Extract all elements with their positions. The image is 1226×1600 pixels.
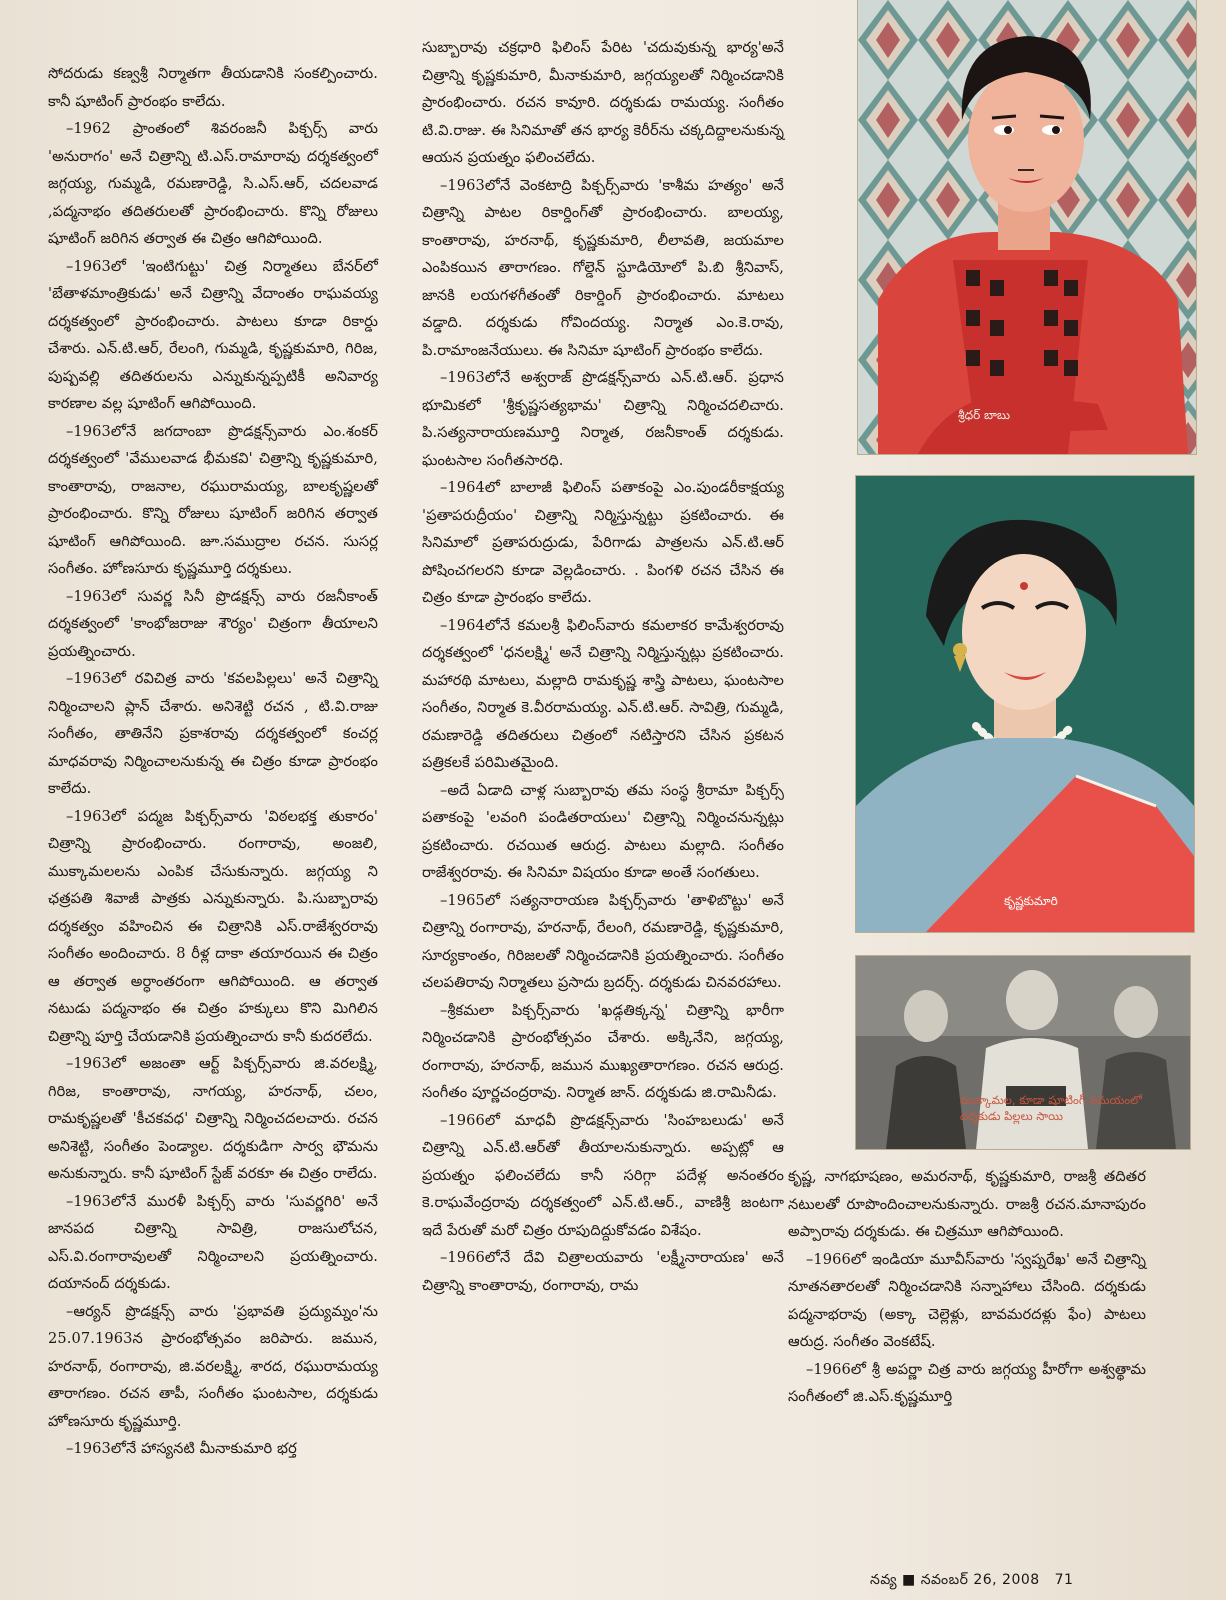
paragraph: –1964లోనే కమలశ్రీ ఫిలింస్‌వారు కమలాకర కామేశ్వరరావు దర్శకత్వంలో 'ధనలక్ష్మి' అనే చిత్రాన్ని నిర్మిస్తున్నట్లు ప్రకటించారు. మహారథి మాటలు, మల్లాది రామకృష్ణ శాస్త్రి పాటలు, ఘంటసాల సంగీతం, నిర్మాత కె.వీరరామయ్య. ఎన్.టి.ఆర్. సావిత్రి, గుమ్మడి, రమణారెడ్డి తదితరులు చిత్రంలో నటిస్తారని చేసిన ప్రకటన పత్రికలకే పరిమితమైంది. — [422, 616, 784, 771]
film-still-photo — [856, 956, 1190, 1149]
paragraph: –1964లో బాలాజీ ఫిలింస్ పతాకంపై ఎం.పుండరీకాక్షయ్య 'ప్రతాపరుద్రీయం' చిత్రాన్ని నిర్మిస్తున్నట్టు ప్రకటించారు. ఈ సినిమాలో ప్రతాపరుద్రుడు, పేరిగాడు పాత్రలను ఎన్.టి.ఆర్ పోషించగలరని కూడా వెల్లడించారు. . పింగళి రచన చేసిన ఈ చిత్రం కూడా ప్రారంభం కాలేదు. — [422, 479, 784, 606]
paragraph: –1963లోనే అశ్వరాజ్ ప్రొడక్షన్స్‌వారు ఎన్.టి.ఆర్. ప్రధాన భూమికలో 'శ్రీకృష్ణసత్యభామ' చిత్రాన్ని నిర్మించదలిచారు. పి.సత్యనారాయణమూర్తి నిర్మాత, రజనీకాంత్ దర్శకుడు. ఘంటసాల సంగీతసారధి. — [422, 369, 784, 469]
paragraph: –అదే ఏడాది చాళ్ల సుబ్బారావు తమ సంస్థ శ్రీరామా పిక్చర్స్ పతాకంపై 'లవంగి పండితరాయలు' చిత్రాన్ని నిర్మించనున్నట్లు ప్రకటించారు. రచయిత ఆరుద్ర. పాటలు మల్లాది. సంగీతం రాజేశ్వరరావు. ఈ సినిమా విషయం కూడా అంతే సంగతులు. — [422, 781, 784, 881]
issue-date: నవంబర్ 26, 2008 — [920, 1572, 1040, 1588]
paragraph: –1963లో రవిచిత్ర వారు 'కవలపిల్లలు' అనే చిత్రాన్ని నిర్మించాలని ప్లాన్ చేశారు. అనిశెట్టి రచన , టి.వి.రాజు సంగీతం, తాతినేని ప్రకాశరావు దర్శకత్వంలో కంచర్ల మాధవరావు నిర్మించాలనుకున్న ఈ చిత్రం కూడా ప్రారంభం కాలేదు. — [48, 670, 378, 797]
paragraph: –1962 ప్రాంతంలో శివరంజనీ పిక్చర్స్ వారు 'అనురాగం' అనే చిత్రాన్ని టి.ఎస్.రామారావు దర్శకత్వంలో జగ్గయ్య, గుమ్మడి, రమణారెడ్డి, సి.ఎస్.ఆర్, చదలవాడ ,పద్మనాభం తదితరులతో ప్రారంభించారు. కొన్ని రోజులు షూటింగ్ జరిగిన తర్వాత ఈ చిత్రం ఆగిపోయింది. — [48, 120, 378, 247]
footer-bullet: ■ — [902, 1572, 916, 1588]
paragraph: –1963లో 'ఇంటిగుట్టు' చిత్ర నిర్మాతలు బేనర్‌లో 'బేతాళమాంత్రికుడు' అనే చిత్రాన్ని వేదాంతం రాఘవయ్య దర్శకత్వంలో ప్రారంభించారు. పాటలు కూడా రికార్డు చేశారు. ఎన్.టి.ఆర్, రేలంగి, గుమ్మడి, కృష్ణకుమారి, గిరిజ, పుష్పవల్లి తదితరులను ఎన్నుకున్నప్పటికీ అనివార్య కారణాల వల్ల షూటింగ్ ఆగిపోయింది. — [48, 257, 378, 412]
paragraph: –1963లోనే జగదాంబా ప్రొడక్షన్స్‌వారు ఎం.శంకర్ దర్శకత్వంలో 'వేములవాడ భీమకవి' చిత్రాన్ని కృష్ణకుమారి, కాంతారావు, రాజనాల, రఘురామయ్య, బాలకృష్ణలతో ప్రారంభించారు. కొన్ని రోజులు షూటింగ్ జరిగిన తర్వాత షూటింగ్ ఆగిపోయింది. జూ.సముద్రాల రచన. సుసర్ల సంగీతం. హోణసూరు కృష్ణమూర్తి దర్శకులు. — [48, 422, 378, 577]
paragraph: –1965లో సత్యనారాయణ పిక్చర్స్‌వారు 'తాళిబొట్టు' అనే చిత్రాన్ని రంగారావు, హరనాథ్, రేలంగి, రమణారెడ్డి, కృష్ణకుమారి, సూర్యకాంతం, గిరిజలతో నిర్మించడానికి ప్రయత్నించారు. సంగీతం చలపతిరావు నిర్మాతలు ప్రసాదు బ్రదర్స్. దర్శకుడు చినవరహాలు. — [422, 891, 784, 991]
page-number: 71 — [1054, 1572, 1074, 1588]
paragraph: –1963లో అజంతా ఆర్ట్ పిక్చర్స్‌వారు జి.వరలక్ష్మి, గిరిజ, కాంతారావు, నాగయ్య, హరనాథ్, చలం, రామకృష్ణలతో 'కీచకవధ' చిత్రాన్ని నిర్మించదలచారు. రచన అనిశెట్టి, సంగీతం పెండ్యాల. దర్శకుడిగా సార్వ భౌమను అనుకున్నారు. కానీ షూటింగ్ స్టేజ్ వరకూ ఈ చిత్రం రాలేదు. — [48, 1055, 378, 1182]
paragraph: –శ్రీకమలా పిక్చర్స్‌వారు 'ఖడ్గతిక్కన్న' చిత్రాన్ని భారీగా నిర్మించడానికి ప్రారంభోత్సవం చేశారు. అక్కినేని, జగ్గయ్య, రంగారావు, హరనాథ్, జమున ముఖ్యతారాగణం. రచన ఆరుద్ర. సంగీతం పూర్ణచంద్రరావు. నిర్మాత జాన్. దర్శకుడు జి.రామినీడు. — [422, 1001, 784, 1101]
actor-portrait-photo — [858, 0, 1196, 454]
paragraph: –1966లో ఇండియా మూవీస్‌వారు 'స్వప్నరేఖ' అనే చిత్రాన్ని నూతనతారలతో నిర్మించడానికి సన్నాహాలు చేసింది. దర్శకుడు పద్మనాభరావు (అక్కా చెల్లెళ్లు, బావమరదళ్లు ఫేం) పాటలు ఆరుద్ర. సంగీతం వెంకటేష్. — [788, 1250, 1146, 1350]
article-column-3 — [788, 1163, 1146, 1411]
paragraph: –1966లో శ్రీ అపర్ణా చిత్ర వారు జగ్గయ్య హీరోగా అశ్వత్థామ సంగీతంలో జి.ఎస్.కృష్ణమూర్తి — [788, 1360, 1146, 1405]
paragraph: కృష్ణ, నాగభూషణం, అమరనాథ్, కృష్ణకుమారి, రాజశ్రీ తదితర నటులతో రూపొందించాలనుకున్నారు. రాజశ్రీ రచన.మానాపురం అప్పారావు దర్శకుడు. ఈ చిత్రమూ ఆగిపోయింది. — [788, 1168, 1146, 1240]
paragraph: –1963లోనే మురళీ పిక్చర్స్ వారు 'సువర్ణగిరి' అనే జానపద చిత్రాన్ని సావిత్రి, రాజసులోచన, ఎస్.వి.రంగారావులతో నిర్మించాలని ప్రయత్నించారు. దయానంద్ దర్శకుడు. — [48, 1192, 378, 1292]
paragraph: –1966లోనే దేవి చిత్రాలయవారు 'లక్ష్మీనారాయణ' అనే చిత్రాన్ని కాంతారావు, రంగారావు, రామ — [422, 1249, 784, 1294]
photo-caption: ముక్కామల, కూడా షూటింగ్ సమయంలో దర్శకుడు పిల్లలు సాయి — [960, 1093, 1142, 1123]
portrait-illustration — [858, 0, 1196, 454]
portrait-illustration — [856, 476, 1194, 932]
paragraph: –1963లో సువర్ణ సినీ ప్రొడక్షన్స్ వారు రజనీకాంత్ దర్శకత్వంలో 'కాంభోజరాజు శౌర్యం' చిత్రంగా తీయాలని ప్రయత్నించారు. — [48, 587, 378, 660]
actress-portrait-photo — [856, 476, 1194, 932]
paragraph: –ఆర్యన్ ప్రొడక్షన్స్ వారు 'ప్రభావతి ప్రద్యుమ్నం'ను 25.07.1963న ప్రారంభోత్సవం జరిపారు. జమున, హరనాథ్, రంగారావు, జి.వరలక్ష్మి, శారద, రఘురామయ్య తారాగణం. రచన తాపీ, సంగీతం ఘంటసాల, దర్శకుడు హోణసూరు కృష్ణమూర్తి. — [48, 1302, 378, 1430]
photo-signature: శ్రీధర్ బాబు — [958, 408, 1011, 422]
paragraph: –1963లో పద్మజ పిక్చర్స్‌వారు 'విఠలభక్త తుకారం' చిత్రాన్ని ప్రారంభించారు. రంగారావు, అంజలి, ముక్కామలలను ఎంపిక చేసుకున్నారు. జగ్గయ్య ని ఛత్రపతి శివాజీ పాత్రకు ఎన్నుకున్నారు. పి.సుబ్బారావు దర్శకత్వం వహించిన ఈ చిత్రానికి ఎస్.రాజేశ్వరరావు సంగీతం అందించారు. 8 రీళ్ల దాకా తయారయిన ఈ చిత్రం ఆ తర్వాత అర్ధాంతరంగా ఆగిపోయింది. ఆ తర్వాత నటుడు పద్మనాభం ఈ చిత్రం హక్కులు కొని మిగిలిన చిత్రాన్ని పూర్తి చేయడానికి ప్రయత్నించారు కానీ కుదరలేదు. — [48, 807, 378, 1045]
article-column-1 — [48, 60, 378, 1463]
magazine-name: నవ్య — [870, 1572, 898, 1588]
paragraph: –1966లో మాధవీ ప్రొడక్షన్స్‌వారు 'సింహబలుడు' అనే చిత్రాన్ని ఎన్.టి.ఆర్‌తో తీయాలనుకున్నారు. అప్పట్లో ఆ ప్రయత్నం ఫలించలేదు కానీ సరిగ్గా పదేళ్ల అనంతరం కె.రాఘవేంద్రరావు దర్శకత్వంలో ఎన్.టి.ఆర్., వాణిశ్రీ జంటగా ఇదే పేరుతో మరో చిత్రం రూపుదిద్దుకోవడం విశేషం. — [422, 1111, 784, 1239]
photo-signature: కృష్ణకుమారి — [1004, 894, 1058, 908]
article-column-2 — [422, 34, 784, 1299]
paragraph: –1963లోనే హాస్యనటి మీనాకుమారి భర్త — [66, 1440, 297, 1457]
page-footer — [870, 1572, 1073, 1591]
paragraph: –1963లోనే వెంకటాద్రి పిక్చర్స్‌వారు 'కాశీమ హత్యం' అనే చిత్రాన్ని పాటల రికార్డింగ్‌తో ప్రారంభించారు. బాలయ్య, కాంతారావు, హరనాథ్, కృష్ణకుమారి, లీలావతి, జయమాల ఎంపికయిన తారాగణం. గోల్డెన్ స్టూడియోలో పి.బి శ్రీనివాస్, జానకి లయగళగీతంతో రికార్డింగ్ ప్రారంభించారు. మాటలు వడ్డాది. దర్శకుడు గోవిందయ్య. నిర్మాత ఎం.కె.రావు, పి.రామాంజనేయులు. ఈ సినిమా షూటింగ్ ప్రారంభం కాలేదు. — [422, 176, 784, 359]
paragraph: సోదరుడు కణ్వశ్రీ నిర్మాతగా తీయడానికి సంకల్పించారు. కానీ షూటింగ్ ప్రారంభం కాలేదు. — [48, 65, 378, 110]
paragraph: సుబ్బారావు చక్రధారి ఫిలింస్ పేరిట 'చదువుకున్న భార్య'అనే చిత్రాన్ని కృష్ణకుమారి, మీనాకుమారి, జగ్గయ్యలతో నిర్మించడానికి ప్రారంభించారు. రచన కావూరి. దర్శకుడు రామయ్య. సంగీతం టి.వి.రాజు. ఈ సినిమాతో తన భార్య కెరీర్‌ను చక్కదిద్దాలనుకున్న ఆయన ప్రయత్నం ఫలించలేదు. — [422, 39, 784, 166]
